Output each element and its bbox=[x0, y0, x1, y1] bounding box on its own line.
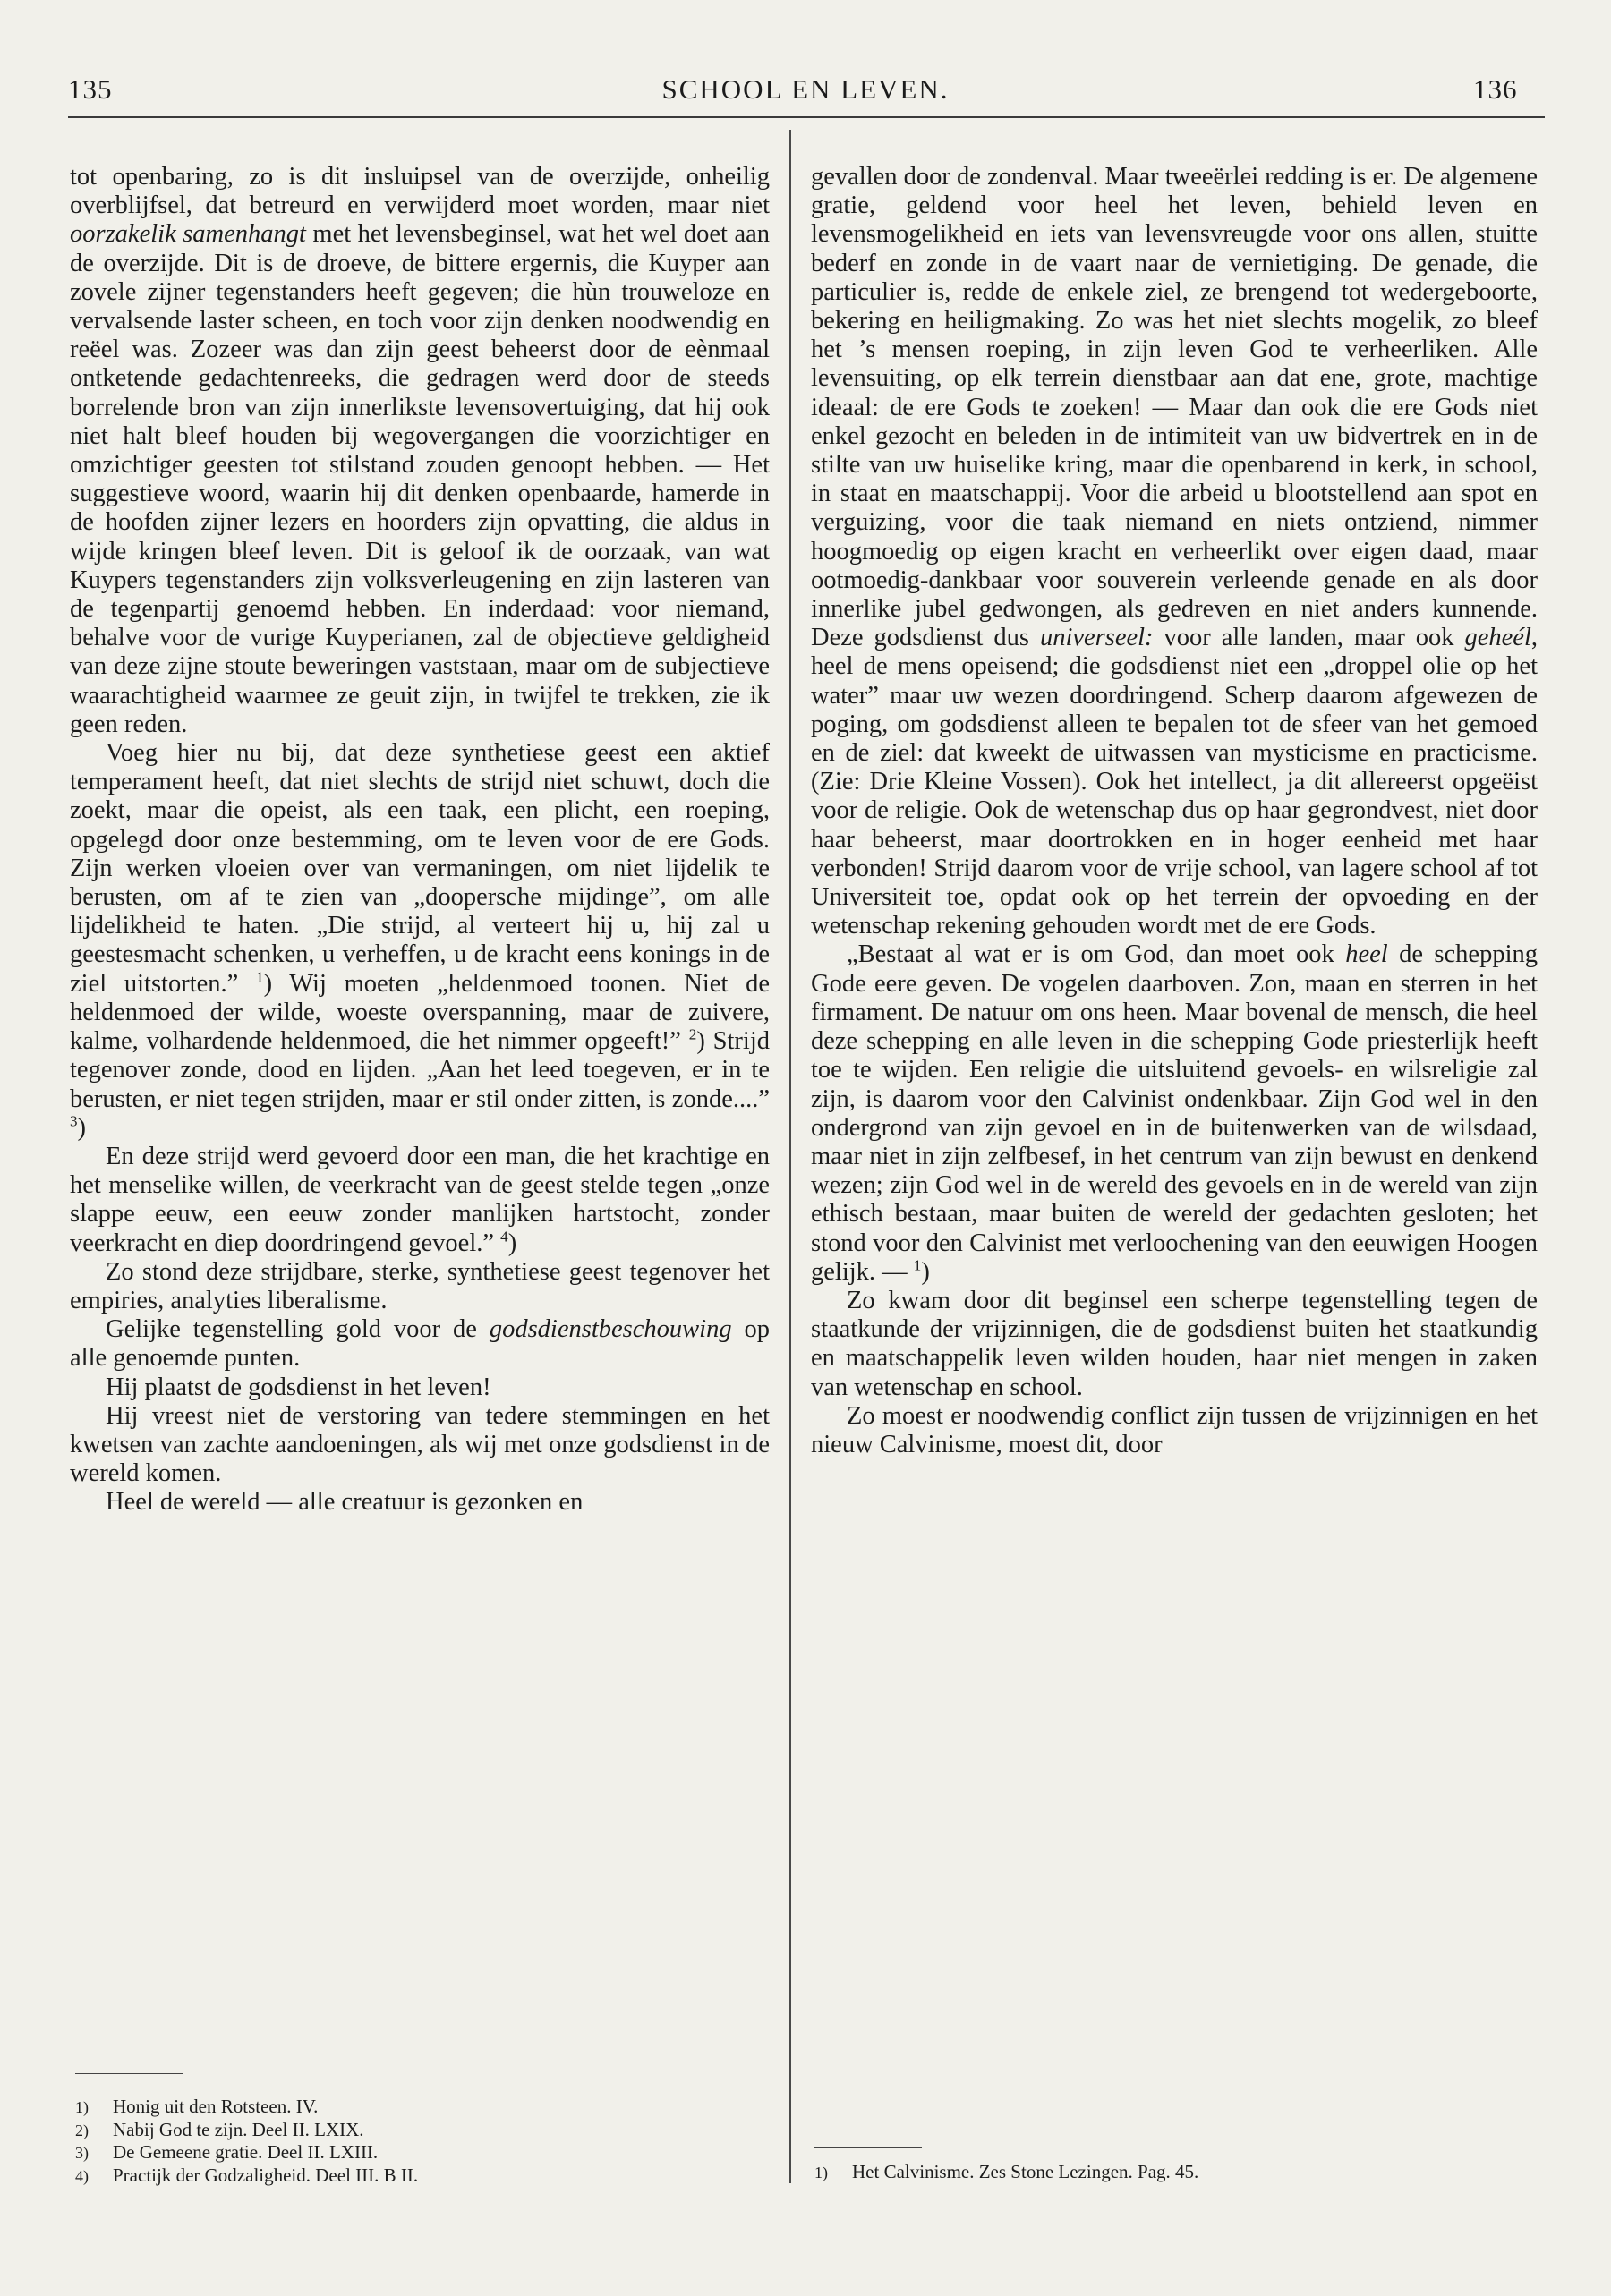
paragraph: Voeg hier nu bij, dat deze synthetiese geest een aktief temperament heeft, dat niet slechts de strijd niet schuwt, doch die zoekt, maar die opeist, als een taak, een plicht, een roeping, opgelegd door onze bestemming, om te leven voor de ere Gods. Zijn werken vloeien over van vermaningen, om niet lijdelik te berusten, om af te zien van „doopersche mijdinge”, om alle lijdelikheid te haten. „Die strijd, al verteert hij u, hij zal u geestesmacht schenken, u verheffen, u de kracht eens konings in de ziel uitstorten.” $^1$) Wij moeten „heldenmoed toonen. Niet de heldenmoed der wilde, woeste overspanning, maar de zuivere, kalme, volhardende heldenmoed, die het nimmer opgeeft!” $^2$) Strijd tegenover zonde, dood en lijden. „Aan het leed toegeven, er in te berusten, er niet tegen strijden, maar er stil onder zitten, is zonde....” $^3$) bbox=[70, 739, 770, 1142]
footnote-mark: 1) bbox=[814, 2164, 828, 2181]
left-column bbox=[70, 163, 770, 1518]
footnote-text: Het Calvinisme. Zes Stone Lezingen. Pag. 45. bbox=[852, 2161, 1199, 2182]
page-number-right: 136 bbox=[1473, 73, 1518, 105]
right-column bbox=[811, 163, 1538, 1459]
footnotes-left bbox=[75, 2096, 702, 2187]
paragraph: Zo moest er noodwendig conflict zijn tussen de vrijzinnigen en het nieuw Calvinisme, moest dit, door bbox=[811, 1401, 1538, 1458]
footnote-text: Honig uit den Rotsteen. IV. bbox=[113, 2096, 319, 2117]
footnote bbox=[75, 2096, 702, 2119]
running-title: SCHOOL EN LEVEN. bbox=[661, 73, 950, 105]
paragraph: tot openbaring, zo is dit insluipsel van de overzijde, onheilig overblijfsel, dat betreurd en verwijderd moet worden, maar niet oorzakelik samenhangt met het levensbeginsel, wat het wel doet aan de overzijde. Dit is de droeve, de bittere ergernis, die Kuyper aan zovele zijner tegenstanders heeft gegeven; die hùn trouweloze en vervalsende laster scheen, en toch voor zijn denken noodwendig en reëel was. Zozeer was dan zijn geest beheerst door de eènmaal ontketende gedachtenreeks, die gedragen werd door de steeds borrelende bron van zijn innerlikste levensovertuiging, dat hij ook niet halt bleef houden bij wegovergangen die voorzichtiger en omzichtiger geesten tot stilstand zouden genoopt hebben. — Het suggestieve woord, waarin hij dit denken openbaarde, hamerde in de hoofden zijner lezers en hoorders zijn opvatting, die aldus in wijde kringen bleef leven. Dit is geloof ik de oorzaak, van wat Kuypers tegenstanders zijn volksverleugening en zijn lasteren van de tegenpartij genoemd hebben. En inderdaad: voor niemand, behalve voor de vurige Kuyperianen, zal de objectieve geldigheid van deze zijne stoute beweringen vaststaan, maar om de subjectieve waarachtigheid waarmee ze geuit zijn, in twijfel te trekken, zie ik geen reden. bbox=[70, 163, 770, 738]
paragraph: gevallen door de zondenval. Maar tweeërlei redding is er. De algemene gratie, geldend voor heel het leven, behield leven en levensmogelikheid en iets van levensvreugde voor ons allen, stuitte bederf en zonde in de vaart naar de vernietiging. De genade, die particulier is, redde de enkele ziel, ze brengend tot wedergeboorte, bekering en heiligmaking. Zo was het niet slechts mogelik, zo bleef het ’s mensen roeping, in zijn leven God te verheerliken. Alle levensuiting, op elk terrein dienstbaar aan dat ene, grote, machtige ideaal: de ere Gods te zoeken! — Maar dan ook die ere Gods niet enkel gezocht en beleden in de intimiteit van uw bidvertrek en in de stilte van uw huiselike kring, maar die openbarend in kerk, in school, in staat en maatschappij. Voor die arbeid u blootstellend aan spot en verguizing, voor die taak niemand en niets ontziend, nimmer hoogmoedig op eigen kracht en verheerlikt over eigen daad, maar ootmoedig-dankbaar voor souverein verleende genade en als door innerlike jubel gedwongen, als gedreven en niet anders kunnende. Deze godsdienst dus universeel: voor alle landen, maar ook geheél, heel de mens opeisend; die godsdienst niet een „droppel olie op het water” maar uw wezen doordringend. Scherp daarom afgewezen de poging, om godsdienst alleen te bepalen tot de sfeer van het gemoed en de ziel: dat kweekt de uitwassen van mysticisme en practicisme. (Zie: Drie Kleine Vossen). Ook het intellect, ja dit allereerst opgeëist voor de religie. Ook de wetenschap dus op haar gegrondvest, niet door haar beheerst, maar doortrokken en in hoger eenheid met haar verbonden! Strijd daarom voor de vrije school, van lagere school af tot Universiteit toe, opdat ook op het terrein der opvoeding en der wetenschap rekening gehouden wordt met de ere Gods. bbox=[811, 163, 1538, 940]
paragraph: „Bestaat al wat er is om God, dan moet ook heel de schepping Gode eere geven. De vogelen daarboven. Zon, maan en sterren in het firmament. De natuur om ons heen. Maar bovenal de mensch, die heel deze schepping en alle leven in die schepping Gode priesterlijk heeft toe te wijden. Een religie die uitsluitend gevoels- en wilsreligie zal zijn, is daarom voor den Calvinist ondenkbaar. Zijn God wel in den ondergrond van zijn gevoel en in de buitenwerken van de wilsdaad, maar niet in zijn zelfbesef, in het centrum van zijn bewust en denkend wezen; zijn God wel in de wereld des gevoels en in de wereld van zijn ethisch bestaan, maar buiten de wereld der gedachten gesloten; het stond voor den Calvinist met verloochening van den eeuwigen Hoogen gelijk. — $^1$) bbox=[811, 940, 1538, 1286]
footnote-mark: 2) bbox=[75, 2121, 89, 2139]
header-rule bbox=[68, 116, 1545, 118]
footnotes-right bbox=[814, 2161, 1513, 2184]
paragraph: En deze strijd werd gevoerd door een man, die het krachtige en het menselike willen, de veerkracht van de geest stelde tegen „onze slappe eeuw, een eeuw zonder manlijken hartstocht, zonder veerkracht en diep doordringend gevoel.” $^4$) bbox=[70, 1142, 770, 1257]
footnote bbox=[814, 2161, 1513, 2184]
column-divider bbox=[789, 130, 791, 2183]
paragraph: Heel de wereld — alle creatuur is gezonken en bbox=[106, 1488, 584, 1517]
footnote-text: Nabij God te zijn. Deel II. LXIX. bbox=[113, 2118, 364, 2140]
footnote-rule-right bbox=[814, 2147, 922, 2148]
footnote-text: De Gemeene gratie. Deel II. LXIII. bbox=[113, 2141, 379, 2163]
paragraph: Zo kwam door dit beginsel een scherpe tegenstelling tegen de staatkunde der vrijzinnigen, die de godsdienst buiten het staatkundig en maatschappelik leven wilden houden, haar niet mengen in zaken van wetenschap en school. bbox=[811, 1286, 1538, 1401]
footnote-rule-left bbox=[75, 2073, 183, 2074]
paragraph: Hij vreest niet de verstoring van tedere stemmingen en het kwetsen van zachte aandoeningen, als wij met onze godsdienst in de wereld komen. bbox=[70, 1401, 770, 1488]
paragraph: Gelijke tegenstelling gold voor de godsdienstbeschouwing op alle genoemde punten. bbox=[70, 1315, 770, 1373]
footnote-text: Practijk der Godzaligheid. Deel III. B II. bbox=[113, 2164, 419, 2186]
footnote-mark: 1) bbox=[75, 2098, 89, 2116]
footnote bbox=[75, 2119, 702, 2142]
footnote bbox=[75, 2164, 702, 2188]
footnote-mark: 3) bbox=[75, 2144, 89, 2162]
paragraph: Hij plaatst de godsdienst in het leven! bbox=[106, 1373, 491, 1401]
paragraph: Zo stond deze strijdbare, sterke, synthetiese geest tegenover het empiries, analyties liberalisme. bbox=[70, 1257, 770, 1314]
footnote bbox=[75, 2141, 702, 2164]
page-number-left: 135 bbox=[68, 73, 113, 105]
footnote-mark: 4) bbox=[75, 2166, 89, 2185]
